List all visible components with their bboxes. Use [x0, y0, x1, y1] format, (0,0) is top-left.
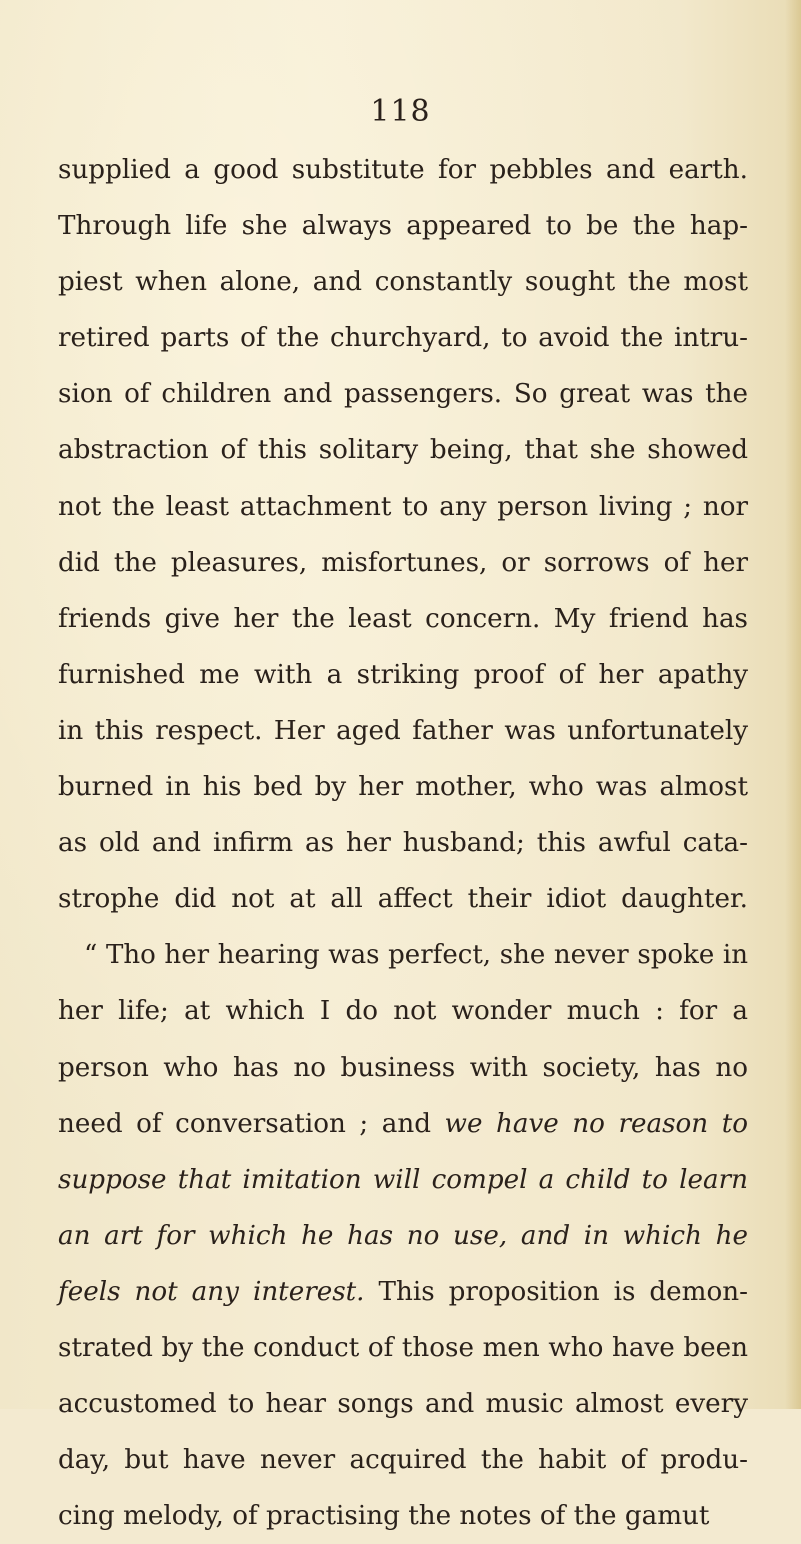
italic-text-segment: we have no reason to: [444, 1108, 748, 1139]
text-segment: burned in his bed by her mother, who was almost: [58, 772, 748, 803]
text-segment: not the least attachment to any person living ; nor: [58, 491, 748, 522]
text-segment: strophe did not at all affect their idiot daughter.: [58, 884, 748, 915]
text-line: [58, 422, 748, 478]
text-segment: strated by the conduct of those men who have been: [58, 1332, 748, 1363]
text-line: [58, 927, 748, 983]
text-segment: retired parts of the churchyard, to avoid the intru-: [58, 323, 748, 354]
body-text: [58, 142, 748, 1544]
text-line: [58, 871, 748, 927]
text-segment: “ Tho her hearing was perfect, she never spoke in: [84, 940, 748, 971]
text-line: [58, 591, 748, 647]
text-line: [58, 142, 748, 198]
text-line: [58, 1208, 748, 1264]
text-line: [58, 759, 748, 815]
text-line: [58, 1320, 748, 1376]
text-line: [58, 1040, 748, 1096]
text-line: [58, 983, 748, 1039]
text-segment: piest when alone, and constantly sought the most: [58, 267, 748, 298]
text-segment: friends give her the least concern. My friend has: [58, 603, 748, 634]
text-line: [58, 535, 748, 591]
text-segment: need of conversation ; and: [58, 1108, 445, 1139]
text-segment: sion of children and passengers. So great was the: [58, 379, 748, 410]
text-segment: did the pleasures, misfortunes, or sorrows of her: [58, 547, 748, 578]
text-segment: abstraction of this solitary being, that she showed: [58, 435, 748, 466]
text-segment: accustomed to hear songs and music almost every: [58, 1389, 748, 1420]
text-line: [58, 310, 748, 366]
text-line: [58, 1152, 748, 1208]
text-segment: supplied a good substitute for pebbles and earth.: [58, 155, 748, 185]
text-segment: day, but have never acquired the habit of produ-: [58, 1445, 748, 1476]
text-line: [58, 1376, 748, 1432]
text-line: [58, 1432, 748, 1488]
text-line: [58, 1488, 748, 1544]
text-segment: her life; at which I do not wonder much : for a: [58, 996, 748, 1027]
text-line: [58, 198, 748, 254]
text-line: [58, 647, 748, 703]
text-segment: furnished me with a striking proof of her apathy: [58, 659, 748, 690]
text-line: [58, 1096, 748, 1152]
text-segment: Through life she always appeared to be the hap-: [58, 211, 748, 242]
text-segment: person who has no business with society, has no: [58, 1052, 748, 1083]
text-segment: This proposition is demon-: [364, 1276, 748, 1307]
text-line: [58, 366, 748, 422]
text-line: [58, 703, 748, 759]
text-line: [58, 254, 748, 310]
italic-text-segment: feels not any interest.: [58, 1276, 365, 1307]
page-edge-shadow: [785, 0, 801, 1409]
text-line: [58, 479, 748, 535]
text-segment: as old and infirm as her husband; this awful cata-: [58, 828, 748, 859]
italic-text-segment: an art for which he has no use, and in which he: [58, 1220, 748, 1251]
italic-text-segment: suppose that imitation will compel a child to learn: [58, 1164, 748, 1195]
text-segment: in this respect. Her aged father was unfortunately: [58, 715, 748, 746]
text-line: [58, 1264, 748, 1320]
text-line: [58, 815, 748, 871]
text-segment: cing melody, of practising the notes of the gamut: [58, 1501, 710, 1532]
page-number: 118: [370, 94, 431, 129]
